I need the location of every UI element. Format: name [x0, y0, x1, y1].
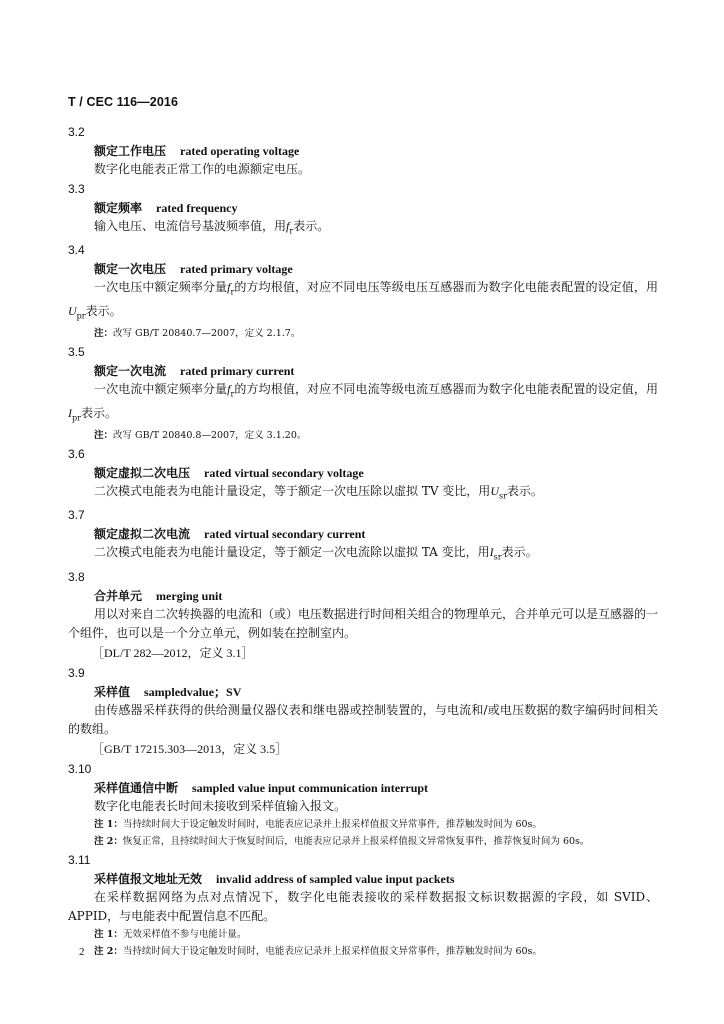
term-entry: [68, 663, 658, 759]
term-entry: [68, 567, 658, 663]
term-note: [68, 325, 658, 342]
term-entry: [68, 505, 658, 566]
term-entry: [68, 179, 658, 240]
definition-text: 表示。: [293, 219, 330, 233]
note-label: 注 2：: [94, 945, 123, 957]
term-definition: [68, 543, 658, 566]
definition-text: 的方均根值，对应不同电压等级电压互感器而为数字化电能表配置的设定值，用: [234, 280, 658, 295]
clause-number: 3.11: [68, 852, 91, 867]
symbol-subscript: r: [289, 226, 294, 236]
term-heading: [68, 683, 658, 701]
term-heading: [68, 260, 658, 278]
term-definition: [68, 217, 658, 240]
term-definition: [68, 482, 658, 505]
symbol: I: [68, 405, 72, 420]
term-english: sampled value input communication interrupt: [192, 780, 429, 795]
clause-number: 3.5: [68, 345, 85, 360]
clause-number: 3.6: [68, 446, 85, 461]
term-entries: [68, 122, 658, 960]
clause-number: 3.4: [68, 243, 85, 258]
note-label: 注 2：: [94, 835, 123, 847]
term-english: rated primary current: [180, 364, 295, 379]
note-label: 注：: [94, 429, 114, 441]
term-heading: [68, 464, 658, 482]
term-english: rated virtual secondary voltage: [204, 465, 364, 480]
symbol-subscript: r: [230, 389, 235, 399]
term-note: [68, 427, 658, 444]
note-text: 无效采样值不参与电能计量。: [122, 928, 247, 940]
symbol: f: [286, 219, 290, 233]
term-entry: [68, 444, 658, 505]
symbol: I: [489, 545, 494, 560]
term-definition: 用以对来自二次转换器的电流和（或）电压数据进行时间相关组合的物理单元，合并单元可以是互感器的一个组件，也可以是一个分立单元，例如装在控制室内。: [68, 606, 659, 640]
term-entry: [68, 850, 658, 960]
definition-text: 表示。: [80, 405, 117, 420]
note-label: 注 1：: [94, 928, 123, 940]
definition-text: 二次模式电能表为电能计量设定，等于额定一次电流除以虚拟 TA 变比，用: [94, 545, 490, 560]
note-text: 改写 GB/T 20840.8—2007，定义 3.1.20。: [113, 429, 307, 441]
term-definition: [68, 380, 658, 427]
term-note: [68, 926, 658, 943]
symbol-subscript: sr: [498, 491, 507, 501]
standard-code-header: T / CEC 116—2016: [68, 95, 178, 109]
term-chinese: 额定一次电流: [94, 364, 167, 379]
term-entry: [68, 240, 658, 342]
symbol-subscript: r: [230, 287, 235, 297]
term-chinese: 合并单元: [94, 588, 143, 603]
term-english: merging unit: [156, 588, 223, 603]
symbol: f: [227, 280, 231, 295]
term-definition: 数字化电能表长时间未接收到采样值输入报文。: [94, 798, 347, 813]
term-definition: 数字化电能表正常工作的电源额定电压。: [94, 162, 311, 176]
symbol: U: [68, 303, 77, 318]
note-text: 当持续时间大于设定触发时间时，电能表应记录并上报采样值报文异常事件，推荐触发时间为 60s。: [122, 945, 542, 957]
term-english: rated virtual secondary current: [204, 527, 366, 542]
term-english: rated primary voltage: [180, 262, 293, 277]
source-reference: ［DL/T 282—2012，定义 3.1］: [92, 645, 254, 660]
term-english: invalid address of sampled value input packets: [216, 871, 455, 886]
definition-text: 表示。: [501, 545, 538, 560]
term-heading: [68, 199, 658, 217]
note-label: 注：: [94, 328, 114, 340]
clause-number: 3.3: [68, 182, 85, 196]
symbol-subscript: pr: [72, 412, 81, 422]
term-chinese: 额定工作电压: [94, 144, 167, 158]
clause-number: 3.10: [68, 761, 92, 776]
note-text: 恢复正常，且持续时间大于恢复时间后，电能表应记录并上报采样值报文异常恢复事件，推荐恢复时间为 60s。: [122, 835, 590, 847]
note-label: 注 1：: [94, 818, 123, 830]
definition-text: 的方均根值，对应不同电流等级电流互感器而为数字化电能表配置的设定值，用: [234, 382, 658, 397]
symbol: U: [490, 483, 499, 498]
term-note: [68, 833, 658, 850]
term-definition: 由传感器采样获得的供给测量仪器仪表和继电器或控制装置的，与电流和/或电压数据的数字编码时间相关的数组。: [68, 702, 658, 736]
symbol: f: [227, 382, 231, 397]
term-chinese: 额定频率: [94, 201, 143, 215]
term-chinese: 采样值报文地址无效: [94, 871, 203, 886]
clause-number: 3.7: [68, 508, 85, 523]
definition-text: 表示。: [85, 303, 122, 318]
term-entry: [68, 122, 658, 179]
term-heading: [68, 587, 658, 605]
term-heading: [68, 779, 658, 797]
term-entry: [68, 342, 658, 444]
note-text: 当持续时间大于设定触发时间时，电能表应记录并上报采样值报文异常事件，推荐触发时间为 60s。: [122, 818, 542, 830]
term-english: sampledvalue；SV: [144, 684, 242, 699]
definition-text: 一次电压中额定频率分量: [94, 280, 228, 295]
definition-text: 一次电流中额定频率分量: [94, 382, 228, 397]
note-text: 改写 GB/T 20840.7—2007，定义 2.1.7。: [113, 328, 301, 340]
term-chinese: 采样值: [94, 684, 131, 699]
definition-text: 表示。: [506, 483, 543, 498]
term-chinese: 采样值通信中断: [94, 780, 179, 795]
symbol-subscript: sr: [493, 552, 502, 562]
term-heading: [68, 525, 658, 543]
term-english: rated frequency: [156, 201, 238, 215]
symbol-subscript: pr: [76, 311, 86, 321]
term-english: rated operating voltage: [180, 144, 300, 158]
page-number: 2: [79, 946, 85, 958]
term-chinese: 额定虚拟二次电压: [94, 465, 191, 480]
clause-number: 3.8: [68, 569, 85, 584]
term-definition: 在采样数据网络为点对点情况下，数字化电能表接收的采样数据报文标识数据源的字段，如 SVID、APPID，与电能表中配置信息不匹配。: [68, 889, 658, 923]
definition-text: 输入电压、电流信号基波频率值，用: [94, 219, 287, 233]
term-definition: [68, 278, 658, 325]
term-chinese: 额定一次电压: [94, 262, 167, 277]
source-reference: ［GB/T 17215.303—2013，定义 3.5］: [92, 741, 288, 756]
term-heading: [68, 362, 658, 380]
definition-text: 二次模式电能表为电能计量设定，等于额定一次电压除以虚拟 TV 变比，用: [94, 483, 491, 498]
term-entry: [68, 759, 658, 850]
term-heading: [68, 142, 658, 160]
clause-number: 3.2: [68, 125, 85, 139]
clause-number: 3.9: [68, 665, 85, 680]
term-chinese: 额定虚拟二次电流: [94, 527, 191, 542]
term-heading: [68, 870, 658, 888]
term-note: [68, 816, 658, 833]
term-note: [68, 943, 658, 960]
